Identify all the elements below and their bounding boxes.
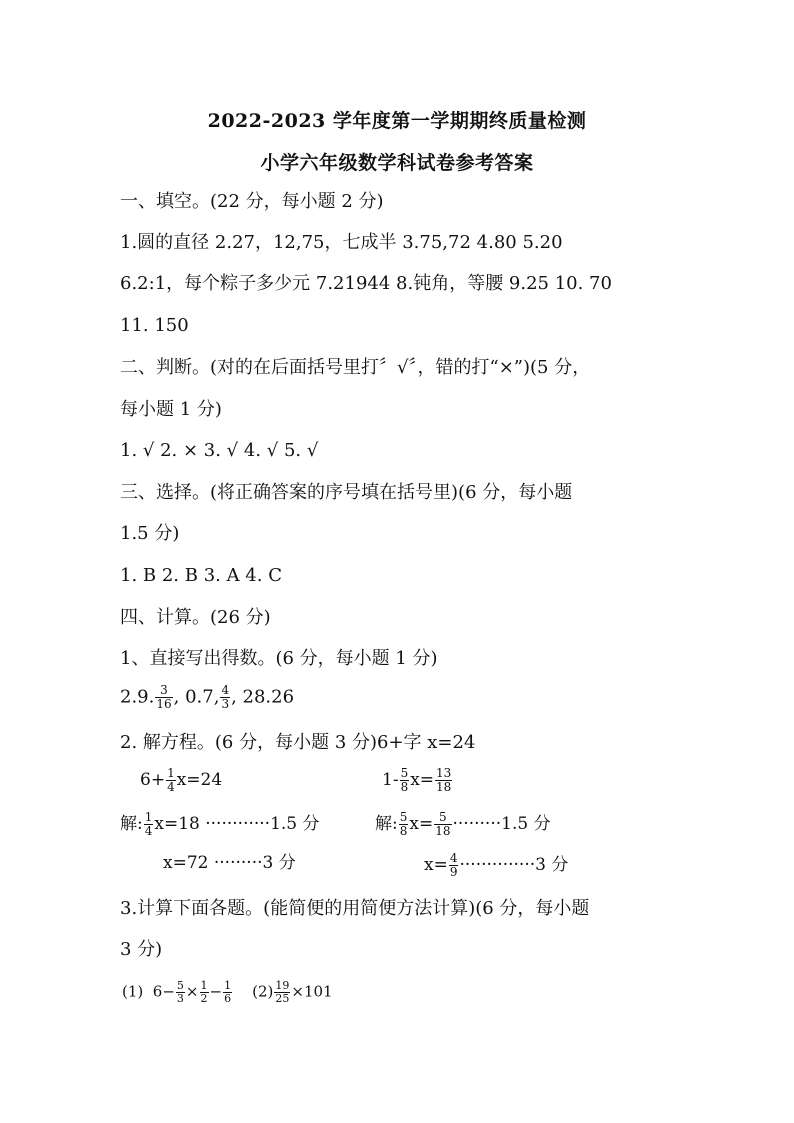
section4-q1: 1、直接写出得数。(6 分，每小题 1 分) bbox=[120, 648, 438, 669]
section4-heading: 四、计算。(26 分) bbox=[120, 607, 271, 628]
fraction: $\frac{4}{9}$ bbox=[449, 851, 458, 879]
document-subtitle: 小学六年级数学科试卷参考答案 bbox=[260, 152, 534, 174]
fraction: $\frac{5}{3}$ bbox=[176, 979, 184, 1005]
answer-text: , 0.7, bbox=[173, 686, 220, 708]
section4-q3-expressions: (1) 6− $\frac{5}{3}$ × $\frac{1}{2}$ − $\frac{1}{6}$ (2) $\frac{19}{25}$ ×101 bbox=[122, 979, 333, 1005]
section4-q3: 3.计算下面各题。(能简便的用简便方法计算)(6 分，每小题 bbox=[120, 898, 590, 919]
fraction: $\frac{19}{25}$ bbox=[275, 979, 290, 1005]
section1-answers-line1: 1.圆的直径 2.27，12,75，七成半 3.75,72 4.80 5.20 bbox=[120, 232, 563, 253]
section3-answers: 1. B 2. B 3. A 4. C bbox=[120, 565, 282, 586]
fraction: $\frac{13}{18}$ bbox=[436, 766, 452, 794]
fraction: $\frac{5}{18}$ bbox=[435, 810, 451, 838]
fraction: $\frac{1}{6}$ bbox=[224, 979, 232, 1005]
equation-left-problem: 6+ $\frac{1}{4}$ x=24 bbox=[140, 766, 223, 794]
equation-right-step2: x= $\frac{4}{9}$ ··············3 分 bbox=[424, 851, 569, 879]
fraction: $\frac{4}{3}$ bbox=[221, 683, 230, 711]
fraction: $\frac{1}{2}$ bbox=[200, 979, 208, 1005]
fraction: $\frac{5}{8}$ bbox=[400, 766, 409, 794]
section1-answers-line2: 6.2:1，每个粽子多少元 7.21944 8.钝角，等腰 9.25 10. 70 bbox=[120, 273, 612, 294]
answer-text: , 28.26 bbox=[231, 686, 295, 708]
section1-heading: 一、填空。(22 分，每小题 2 分) bbox=[120, 191, 384, 212]
fraction: $\frac{1}{4}$ bbox=[167, 766, 175, 794]
fraction: $\frac{3}{16}$ bbox=[156, 683, 172, 711]
section3-heading: 三、选择。(将正确答案的序号填在括号里)(6 分，每小题 bbox=[120, 482, 573, 503]
equation-left-step2: x=72 ·········3 分 bbox=[163, 853, 296, 873]
section2-heading-cont: 每小题 1 分) bbox=[120, 399, 222, 420]
equation-right-problem: 1- $\frac{5}{8}$ x= $\frac{13}{18}$ bbox=[382, 766, 452, 794]
equation-right-step1: 解: $\frac{5}{8}$ x= $\frac{5}{18}$ ·········1.5 分 bbox=[375, 810, 551, 838]
section4-q3-cont: 3 分) bbox=[120, 939, 163, 960]
section1-answers-line3: 11. 150 bbox=[120, 315, 189, 336]
section2-answers: 1. √ 2. × 3. √ 4. √ 5. √ bbox=[120, 440, 319, 461]
section3-heading-cont: 1.5 分) bbox=[120, 523, 180, 544]
fraction: $\frac{5}{8}$ bbox=[399, 810, 408, 838]
section2-heading: 二、判断。(对的在后面括号里打〞√〞，错的打“×”)(5 分， bbox=[120, 357, 591, 378]
fraction: $\frac{1}{4}$ bbox=[144, 810, 153, 838]
answer-text: 2.9. bbox=[120, 686, 155, 708]
section4-q1-answers bbox=[120, 684, 294, 711]
document-title: 2022-2023 学年度第一学期期终质量检测 bbox=[207, 110, 587, 132]
equation-left-step1: 解: $\frac{1}{4}$ x=18 ············1.5 分 bbox=[120, 810, 320, 838]
section4-q2: 2. 解方程。(6 分，每小题 3 分)6+字 x=24 bbox=[120, 732, 476, 753]
